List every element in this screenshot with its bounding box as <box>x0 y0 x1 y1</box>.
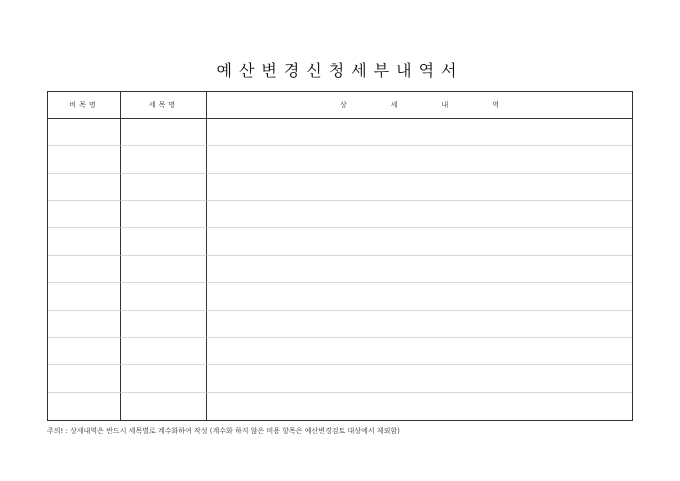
header-expense-category <box>48 92 121 119</box>
details-cell[interactable] <box>207 283 632 310</box>
expense-item-cell[interactable] <box>121 146 207 173</box>
expense-item-cell[interactable] <box>121 119 207 146</box>
expense-category-cell[interactable] <box>48 201 121 228</box>
expense-category-cell[interactable] <box>48 174 121 201</box>
details-cell[interactable] <box>207 311 632 338</box>
expense-item-cell[interactable] <box>121 338 207 365</box>
expense-category-cell[interactable] <box>48 338 121 365</box>
expense-item-cell[interactable] <box>121 365 207 392</box>
details-cell[interactable] <box>207 338 632 365</box>
budget-detail-table <box>47 91 633 421</box>
header-details-char: 내 <box>441 101 449 109</box>
expense-category-cell[interactable] <box>48 393 121 420</box>
header-details-char: 상 <box>340 101 347 109</box>
expense-category-cell[interactable] <box>48 256 121 283</box>
document-title: 예산변경신청세부내역서 <box>216 61 464 80</box>
expense-item-cell[interactable] <box>121 256 207 283</box>
expense-category-cell[interactable] <box>48 365 121 392</box>
expense-category-cell[interactable] <box>48 228 121 255</box>
details-cell[interactable] <box>207 174 632 201</box>
header-details-char: 세 <box>390 101 398 109</box>
expense-category-cell[interactable] <box>48 119 121 146</box>
expense-category-cell[interactable] <box>48 283 121 310</box>
header-details-char: 역 <box>492 101 500 109</box>
details-cell[interactable] <box>207 228 632 255</box>
expense-category-cell[interactable] <box>48 311 121 338</box>
expense-item-cell[interactable] <box>121 201 207 228</box>
details-cell[interactable] <box>207 201 632 228</box>
details-cell[interactable] <box>207 393 632 420</box>
details-cell[interactable] <box>207 146 632 173</box>
caution-note: 주의! : 상세내역은 반드시 세목별로 계수화하여 작성 (계수화 하지 않은 비용 항목은 예산변경검토 대상에서 제외함) <box>47 427 400 435</box>
header-expense-item-label: 세목명 <box>148 101 179 109</box>
details-cell[interactable] <box>207 365 632 392</box>
header-expense-item <box>121 92 207 119</box>
details-cell[interactable] <box>207 119 632 146</box>
expense-item-cell[interactable] <box>121 228 207 255</box>
details-cell[interactable] <box>207 256 632 283</box>
expense-category-cell[interactable] <box>48 146 121 173</box>
expense-item-cell[interactable] <box>121 174 207 201</box>
header-expense-category-label: 비목명 <box>69 101 99 109</box>
header-details <box>207 92 632 119</box>
expense-item-cell[interactable] <box>121 311 207 338</box>
expense-item-cell[interactable] <box>121 393 207 420</box>
expense-item-cell[interactable] <box>121 283 207 310</box>
